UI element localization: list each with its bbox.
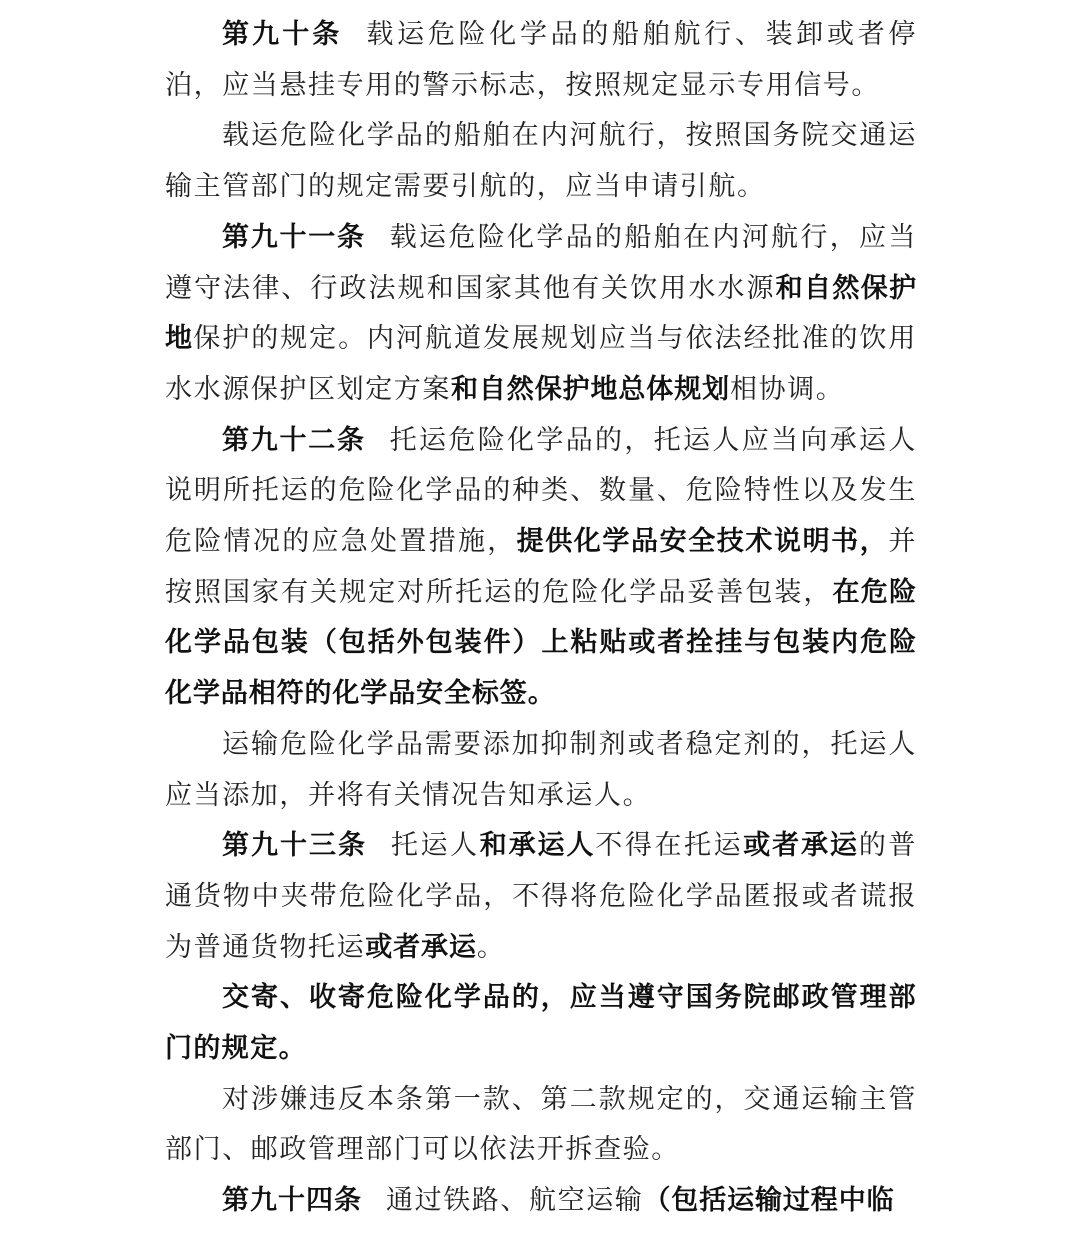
article-91-bold-2: 和自然保护地总体规划 [451,373,730,405]
article-91-text-1: 载运危险化学品的船舶在内河航行，应当遵守法律、行政法规和国家其他有关饮用水水源 [165,221,917,304]
article-93-bold-3: 或者承运 [365,931,477,963]
article-90-paragraph-2: 载运危险化学品的船舶在内河航行，按照国务院交通运输主管部门的规定需要引航的，应当申请引航。 [165,120,917,203]
article-94-paragraph [165,1176,917,1227]
article-91-bold-1: 和自然保护地 [165,272,917,355]
article-91-text-2: 保护的规定。内河航道发展规划应当与依法经批准的饮用水水源保护区划定方案 [165,323,917,405]
article-93-paragraph [165,821,917,973]
article-93-text-4: 。 [476,931,506,963]
article-93-paragraph-3: 对涉嫌违反本条第一款、第二款规定的，交通运输主管部门、邮政管理部门可以依法开拆查验。 [165,1083,917,1166]
article-92-paragraph [165,416,917,720]
article-90-text: 载运危险化学品的船舶航行、装卸或者停泊，应当悬挂专用的警示标志，按照规定显示专用信号。 [165,19,917,101]
article-93-text-2: 不得在托运 [595,830,744,862]
article-91-text-3: 相协调。 [730,373,845,405]
article-94-bold-1: （包括运输过程中临 [643,1185,895,1217]
article-94-text-1: 通过铁路、航空运输 [386,1185,644,1217]
article-93-text-3: 的普通货物中夹带危险化学品，不得将危险化学品匿报或者谎报为普通货物托运 [165,830,918,963]
article-92-heading: 第九十二条 [222,424,366,456]
article-92-text-1: 托运危险化学品的，托运人应当向承运人说明所托运的危险化学品的种类、数量、危险特性以及发生危险情况的应急处置措施， [165,424,917,558]
article-91-heading: 第九十一条 [222,221,366,253]
article-93-bold-2: 或者承运 [743,830,859,862]
article-93-heading: 第九十三条 [222,830,367,862]
article-93-paragraph-2: 交寄、收寄危险化学品的，应当遵守国务院邮政管理部门的规定。 [165,982,917,1065]
article-93-text-1: 托运人 [390,830,480,862]
article-92-bold-1: 提供化学品安全技术说明书， [516,526,889,558]
article-92-bold-2: 在危险化学品包装（包括外包装件）上粘贴或者拴挂与包装内危险化学品相符的化学品安全标签。 [165,576,917,710]
article-90-heading: 第九十条 [222,19,343,50]
article-92-text-2: 并按照国家有关规定对所托运的危险化学品妥善包装， [165,526,917,608]
article-90-paragraph [165,10,917,111]
article-93-bold-1: 和承运人 [479,830,596,862]
article-91-paragraph [165,213,917,416]
article-92-paragraph-2: 运输危险化学品需要添加抑制剂或者稳定剂的，托运人应当添加，并将有关情况告知承运人。 [165,728,917,811]
regulation-document [165,10,917,1227]
article-94-heading: 第九十四条 [222,1185,362,1217]
